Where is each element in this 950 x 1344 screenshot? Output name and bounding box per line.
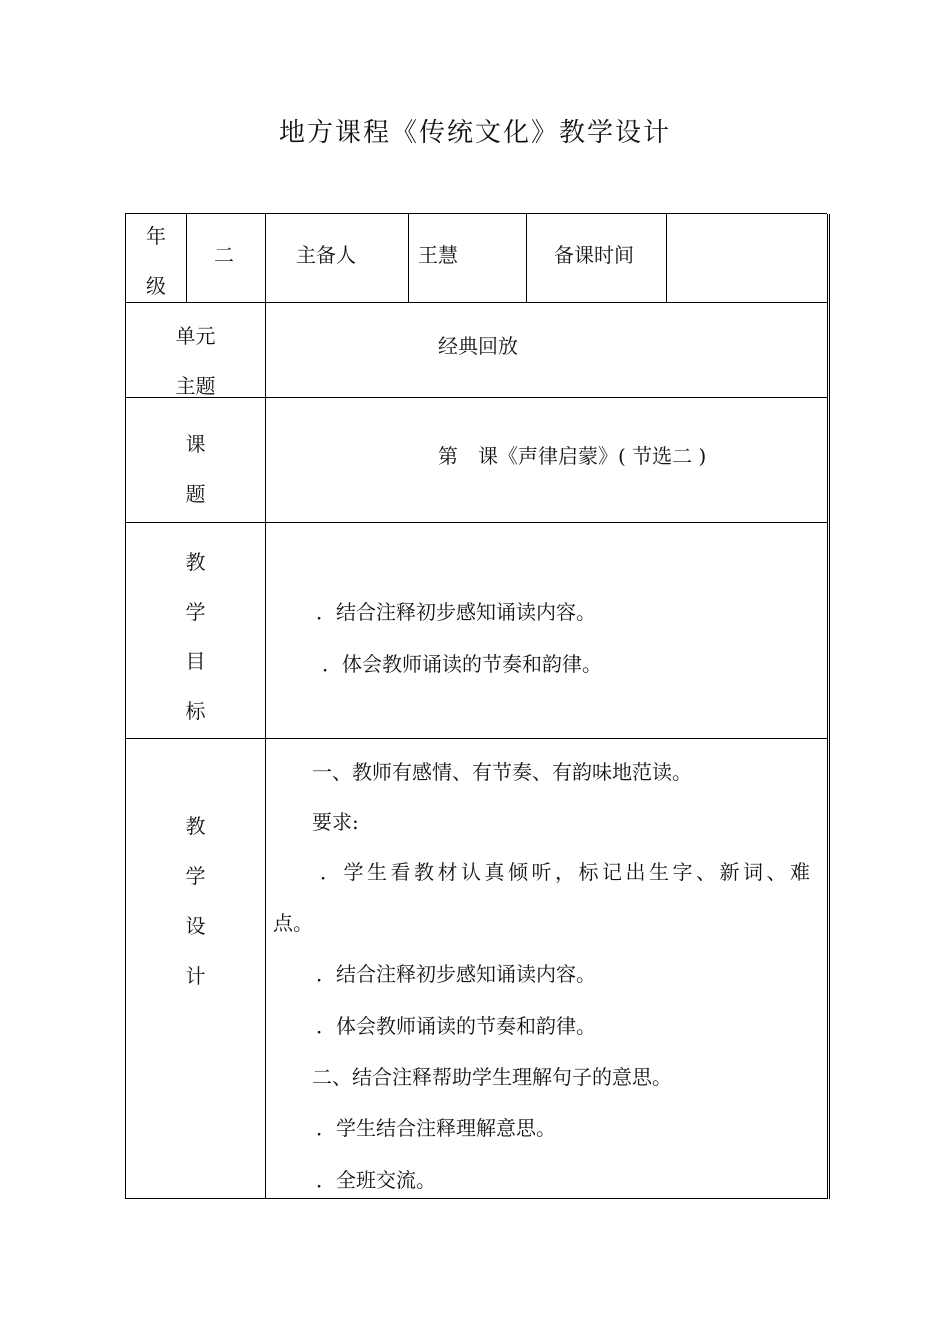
lesson-label-line: 课 bbox=[185, 432, 206, 456]
grade-value: 二 bbox=[214, 243, 234, 267]
table-bottom-border bbox=[126, 1198, 827, 1199]
design-line: ．体会教师诵读的节奏和韵律。 bbox=[316, 1014, 596, 1038]
unit-label bbox=[126, 311, 265, 411]
design-line: 一、教师有感情、有节奏、有韵味地范读。 bbox=[312, 760, 692, 784]
objectives-label-line: 标 bbox=[185, 698, 206, 723]
objectives-label-line: 学 bbox=[185, 599, 206, 624]
column-divider bbox=[186, 214, 187, 302]
unit-label-line: 单元 bbox=[175, 324, 216, 348]
design-label bbox=[126, 801, 265, 1001]
preparer-value: 王慧 bbox=[418, 243, 458, 267]
design-line: ．结合注释初步感知诵读内容。 bbox=[316, 962, 596, 986]
objectives-label bbox=[126, 538, 265, 736]
label-column-divider bbox=[265, 214, 266, 1199]
unit-theme-value: 经典回放 bbox=[438, 334, 518, 358]
design-line: 要求: bbox=[312, 810, 359, 834]
objectives-label-line: 目 bbox=[185, 649, 206, 673]
design-label-line: 学 bbox=[185, 864, 206, 888]
design-label-line: 设 bbox=[185, 914, 206, 938]
row-divider bbox=[126, 302, 827, 303]
document-title: 地方课程《传统文化》教学设计 bbox=[278, 118, 671, 148]
objective-item: ．结合注释初步感知诵读内容。 bbox=[316, 600, 596, 624]
design-label-line: 计 bbox=[185, 964, 206, 988]
lesson-label-line: 题 bbox=[185, 482, 206, 506]
design-line: ．学生看教材认真倾听，标记出生字、新词、难 bbox=[320, 860, 814, 884]
design-line: 二、结合注释帮助学生理解句子的意思。 bbox=[312, 1065, 672, 1089]
lesson-label bbox=[126, 419, 265, 519]
lesson-plan-table bbox=[125, 213, 827, 1199]
design-label-line: 教 bbox=[185, 814, 206, 838]
row-divider bbox=[126, 522, 827, 523]
prep-time-label: 备课时间 bbox=[554, 243, 634, 267]
column-divider bbox=[408, 214, 409, 302]
unit-label-line: 主题 bbox=[175, 374, 216, 398]
lesson-title-value: 第 课《声律启蒙》( 节选二 ) bbox=[438, 444, 707, 468]
grade-label-line: 年 bbox=[146, 224, 166, 248]
objectives-label-line: 教 bbox=[185, 550, 206, 574]
design-line: ．全班交流。 bbox=[316, 1168, 436, 1192]
row-divider bbox=[126, 738, 827, 739]
column-divider bbox=[666, 214, 667, 302]
design-line: ．学生结合注释理解意思。 bbox=[316, 1116, 556, 1140]
grade-label-line: 级 bbox=[146, 274, 166, 298]
column-divider bbox=[526, 214, 527, 302]
preparer-label: 主备人 bbox=[296, 243, 356, 267]
design-line: 点。 bbox=[273, 911, 313, 935]
objective-item: ．体会教师诵读的节奏和韵律。 bbox=[322, 652, 602, 676]
